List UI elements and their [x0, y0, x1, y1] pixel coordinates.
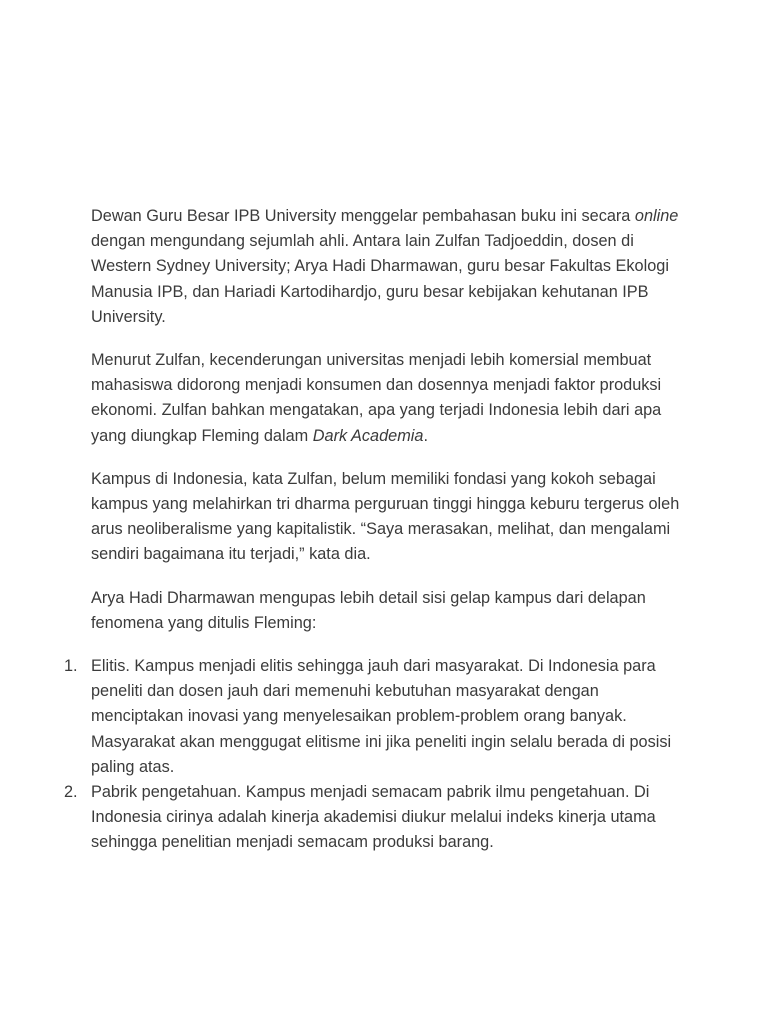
paragraph-text: dengan mengundang sejumlah ahli. Antara lain Zulfan Tadjoeddin, dosen di Western Sydney University; Arya Hadi Dharmawan, guru besar Fakultas Ekologi Manusia IPB, dan Hariadi Kartodihardjo, guru besar kebijakan kehutanan IPB University. — [91, 232, 669, 326]
list-item — [64, 780, 691, 856]
list-number: 1. — [64, 657, 78, 676]
emphasis-book-title: Dark Academia — [312, 426, 424, 445]
paragraph-text: Menurut Zulfan, kecenderungan universitas menjadi lebih komersial membuat mahasiswa didorong menjadi konsumen dan dosennya menjadi faktor produksi ekonomi. Zulfan bahkan mengatakan, apa yang terjadi Indonesia lebih dari apa yang diungkap Fleming dalam — [91, 351, 662, 445]
list-item — [64, 654, 691, 780]
paragraph-zulfan — [91, 348, 691, 449]
paragraph-intro — [91, 204, 691, 330]
paragraph-kampus: Kampus di Indonesia, kata Zulfan, belum memiliki fondasi yang kokoh sebagai kampus yang melahirkan tri dharma perguruan tinggi hingga keburu tergerus oleh arus neoliberalisme yang kapitalistik. “Saya merasakan, melihat, dan mengalami sendiri bagaimana itu terjadi,” kata dia. — [91, 469, 680, 564]
emphasis-online: online — [634, 207, 679, 225]
list-item-text: Elitis. Kampus menjadi elitis sehingga jauh dari masyarakat. Di Indonesia para peneliti dan dosen jauh dari memenuhi kebutuhan masyarakat dengan menciptakan inovasi yang menyelesaikan problem-problem orang banyak. Masyarakat akan menggugat elitisme ini jika peneliti ingin selalu berada di posisi paling atas. — [91, 657, 672, 776]
list-number: 2. — [64, 783, 78, 802]
paragraph-arya: Arya Hadi Dharmawan mengupas lebih detail sisi gelap kampus dari delapan fenomena yang ditulis Fleming: — [91, 588, 646, 632]
paragraph-text: Dewan Guru Besar IPB University menggelar pembahasan buku ini secara — [91, 207, 635, 225]
phenomena-list — [64, 654, 691, 856]
list-item-text: Pabrik pengetahuan. Kampus menjadi semacam pabrik ilmu pengetahuan. Di Indonesia cirinya adalah kinerja akademisi diukur melalui indeks kinerja utama sehingga penelitian menjadi semacam produksi barang. — [91, 783, 656, 852]
article-body — [64, 204, 691, 856]
paragraph-text: . — [423, 426, 428, 445]
